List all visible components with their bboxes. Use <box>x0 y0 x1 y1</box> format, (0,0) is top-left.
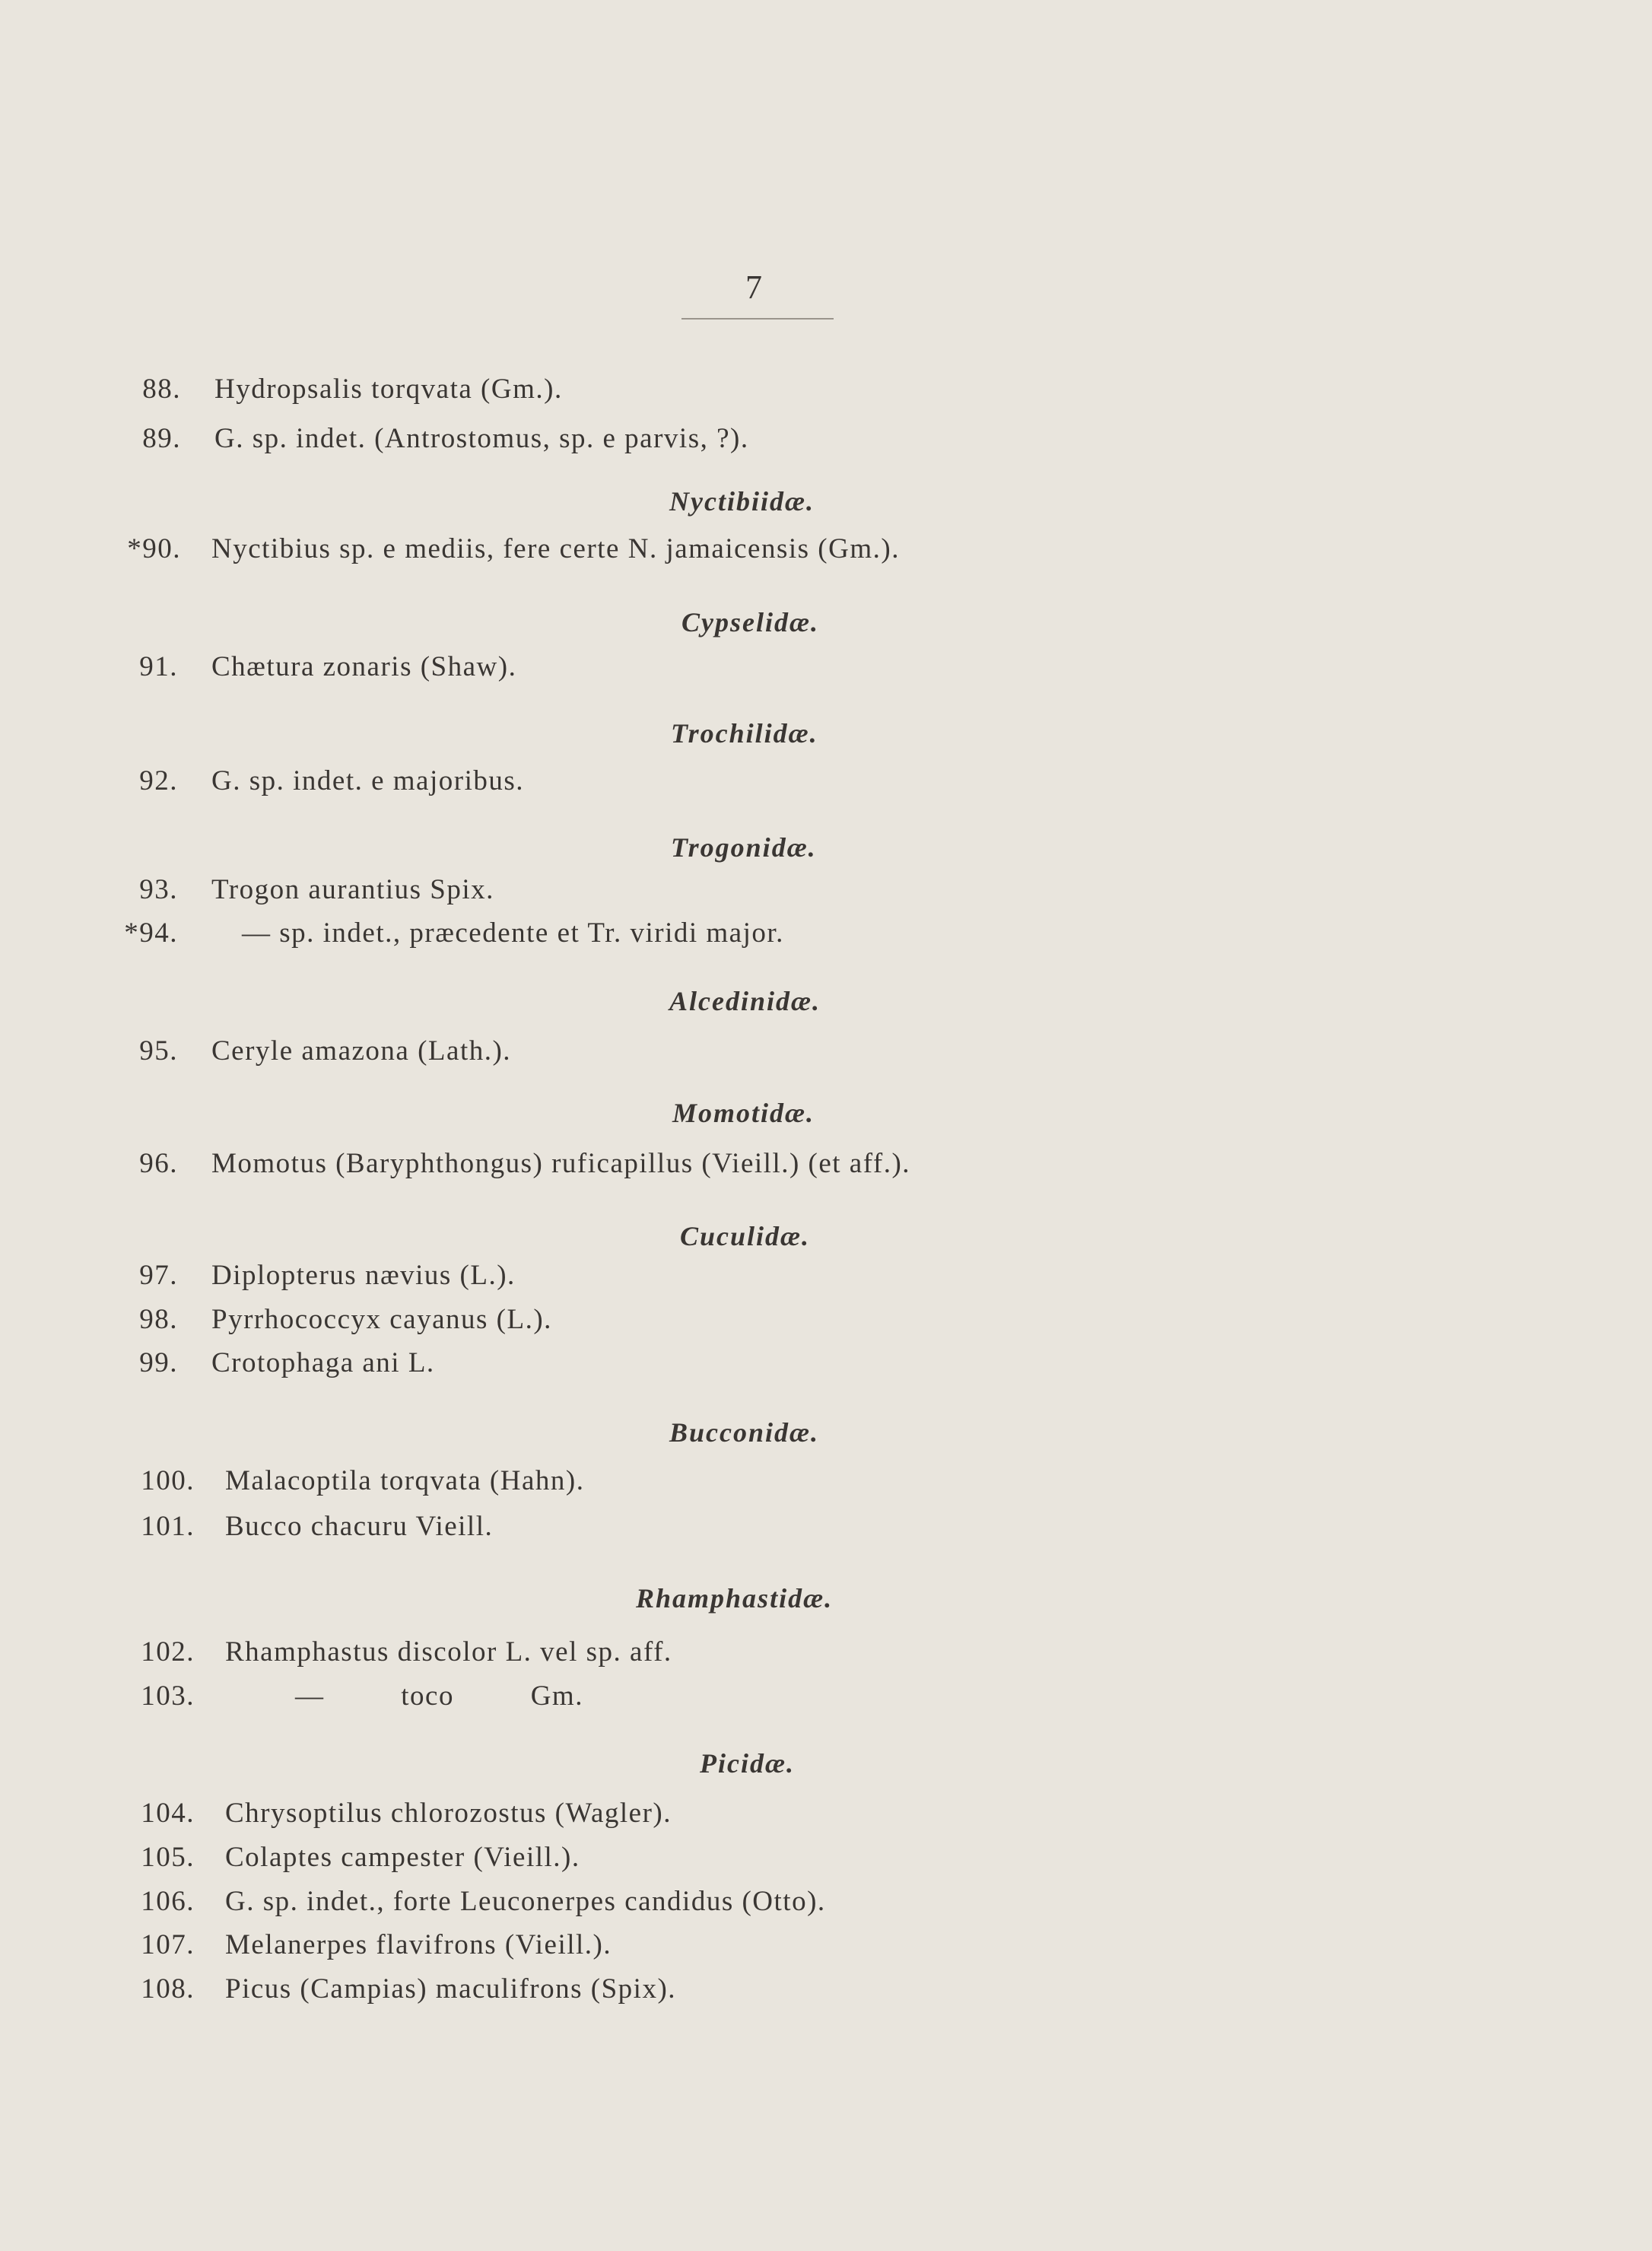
entry-number: 103. <box>141 1680 195 1712</box>
entry-number: 93. <box>139 874 178 905</box>
family-heading: Nyctibiidæ. <box>669 486 815 517</box>
entry-name: Crotophaga ani L. <box>211 1347 435 1378</box>
entry-number: 102. <box>141 1636 195 1668</box>
entry-number: 95. <box>139 1035 178 1067</box>
entry-number: 96. <box>139 1148 178 1179</box>
entry-name: Melanerpes flavifrons (Vieill.). <box>225 1929 612 1960</box>
family-heading: Cypselidæ. <box>681 607 819 637</box>
family-heading: Bucconidæ. <box>669 1417 820 1448</box>
entry-name: Diplopterus nævius (L.). <box>211 1260 516 1291</box>
family-heading: Cuculidæ. <box>680 1221 811 1251</box>
entry-number: 89. <box>142 423 181 454</box>
entry-name: Rhamphastus discolor L. vel sp. aff. <box>225 1636 672 1668</box>
entry-number: *94. <box>124 917 178 949</box>
entry-name: — sp. indet., præcedente et Tr. viridi major. <box>242 917 784 949</box>
entry-number: 104. <box>141 1798 195 1829</box>
entry-name: Chrysoptilus chlorozostus (Wagler). <box>225 1798 672 1829</box>
page-number: 7 <box>745 269 762 306</box>
family-heading: Trochilidæ. <box>671 718 818 749</box>
entry-number: 88. <box>142 374 181 405</box>
entry-name: Bucco chacuru Vieill. <box>225 1511 494 1542</box>
entry-number: 99. <box>139 1347 178 1378</box>
entry-number: 106. <box>141 1886 195 1917</box>
entry-number: 107. <box>141 1929 195 1960</box>
page-number-rule <box>681 318 834 320</box>
family-heading: Trogonidæ. <box>671 832 817 863</box>
entry-name: Hydropsalis torqvata (Gm.). <box>214 374 563 405</box>
family-heading: Momotidæ. <box>672 1098 815 1128</box>
entry-number: 97. <box>139 1260 178 1291</box>
entry-number: 91. <box>139 651 178 682</box>
entry-name: — toco Gm. <box>295 1680 583 1712</box>
entry-name: Ceryle amazona (Lath.). <box>211 1035 512 1067</box>
family-heading: Rhamphastidæ. <box>636 1583 834 1614</box>
entry-name: Colaptes campester (Vieill.). <box>225 1842 580 1873</box>
entry-name: Picus (Campias) maculifrons (Spix). <box>225 1973 677 2005</box>
entry-name: Momotus (Baryphthongus) ruficapillus (Vieill.) (et aff.). <box>211 1148 911 1179</box>
entry-number: 101. <box>141 1511 195 1542</box>
family-heading: Alcedinidæ. <box>669 986 821 1016</box>
entry-number: *90. <box>127 533 181 564</box>
entry-number: 100. <box>141 1465 195 1496</box>
entry-name: Chætura zonaris (Shaw). <box>211 651 517 682</box>
entry-name: Malacoptila torqvata (Hahn). <box>225 1465 585 1496</box>
family-heading: Picidæ. <box>700 1748 795 1779</box>
entry-number: 98. <box>139 1304 178 1335</box>
entry-name: Nyctibius sp. e mediis, fere certe N. jamaicensis (Gm.). <box>211 533 900 564</box>
entry-number: 105. <box>141 1842 195 1873</box>
entry-number: 108. <box>141 1973 195 2005</box>
entry-name: Pyrrhococcyx cayanus (L.). <box>211 1304 552 1335</box>
entry-number: 92. <box>139 765 178 796</box>
entry-name: G. sp. indet., forte Leuconerpes candidus (Otto). <box>225 1886 826 1917</box>
entry-name: G. sp. indet. e majoribus. <box>211 765 525 796</box>
entry-name: G. sp. indet. (Antrostomus, sp. e parvis, ?). <box>214 423 749 454</box>
entry-name: Trogon aurantius Spix. <box>211 874 494 905</box>
